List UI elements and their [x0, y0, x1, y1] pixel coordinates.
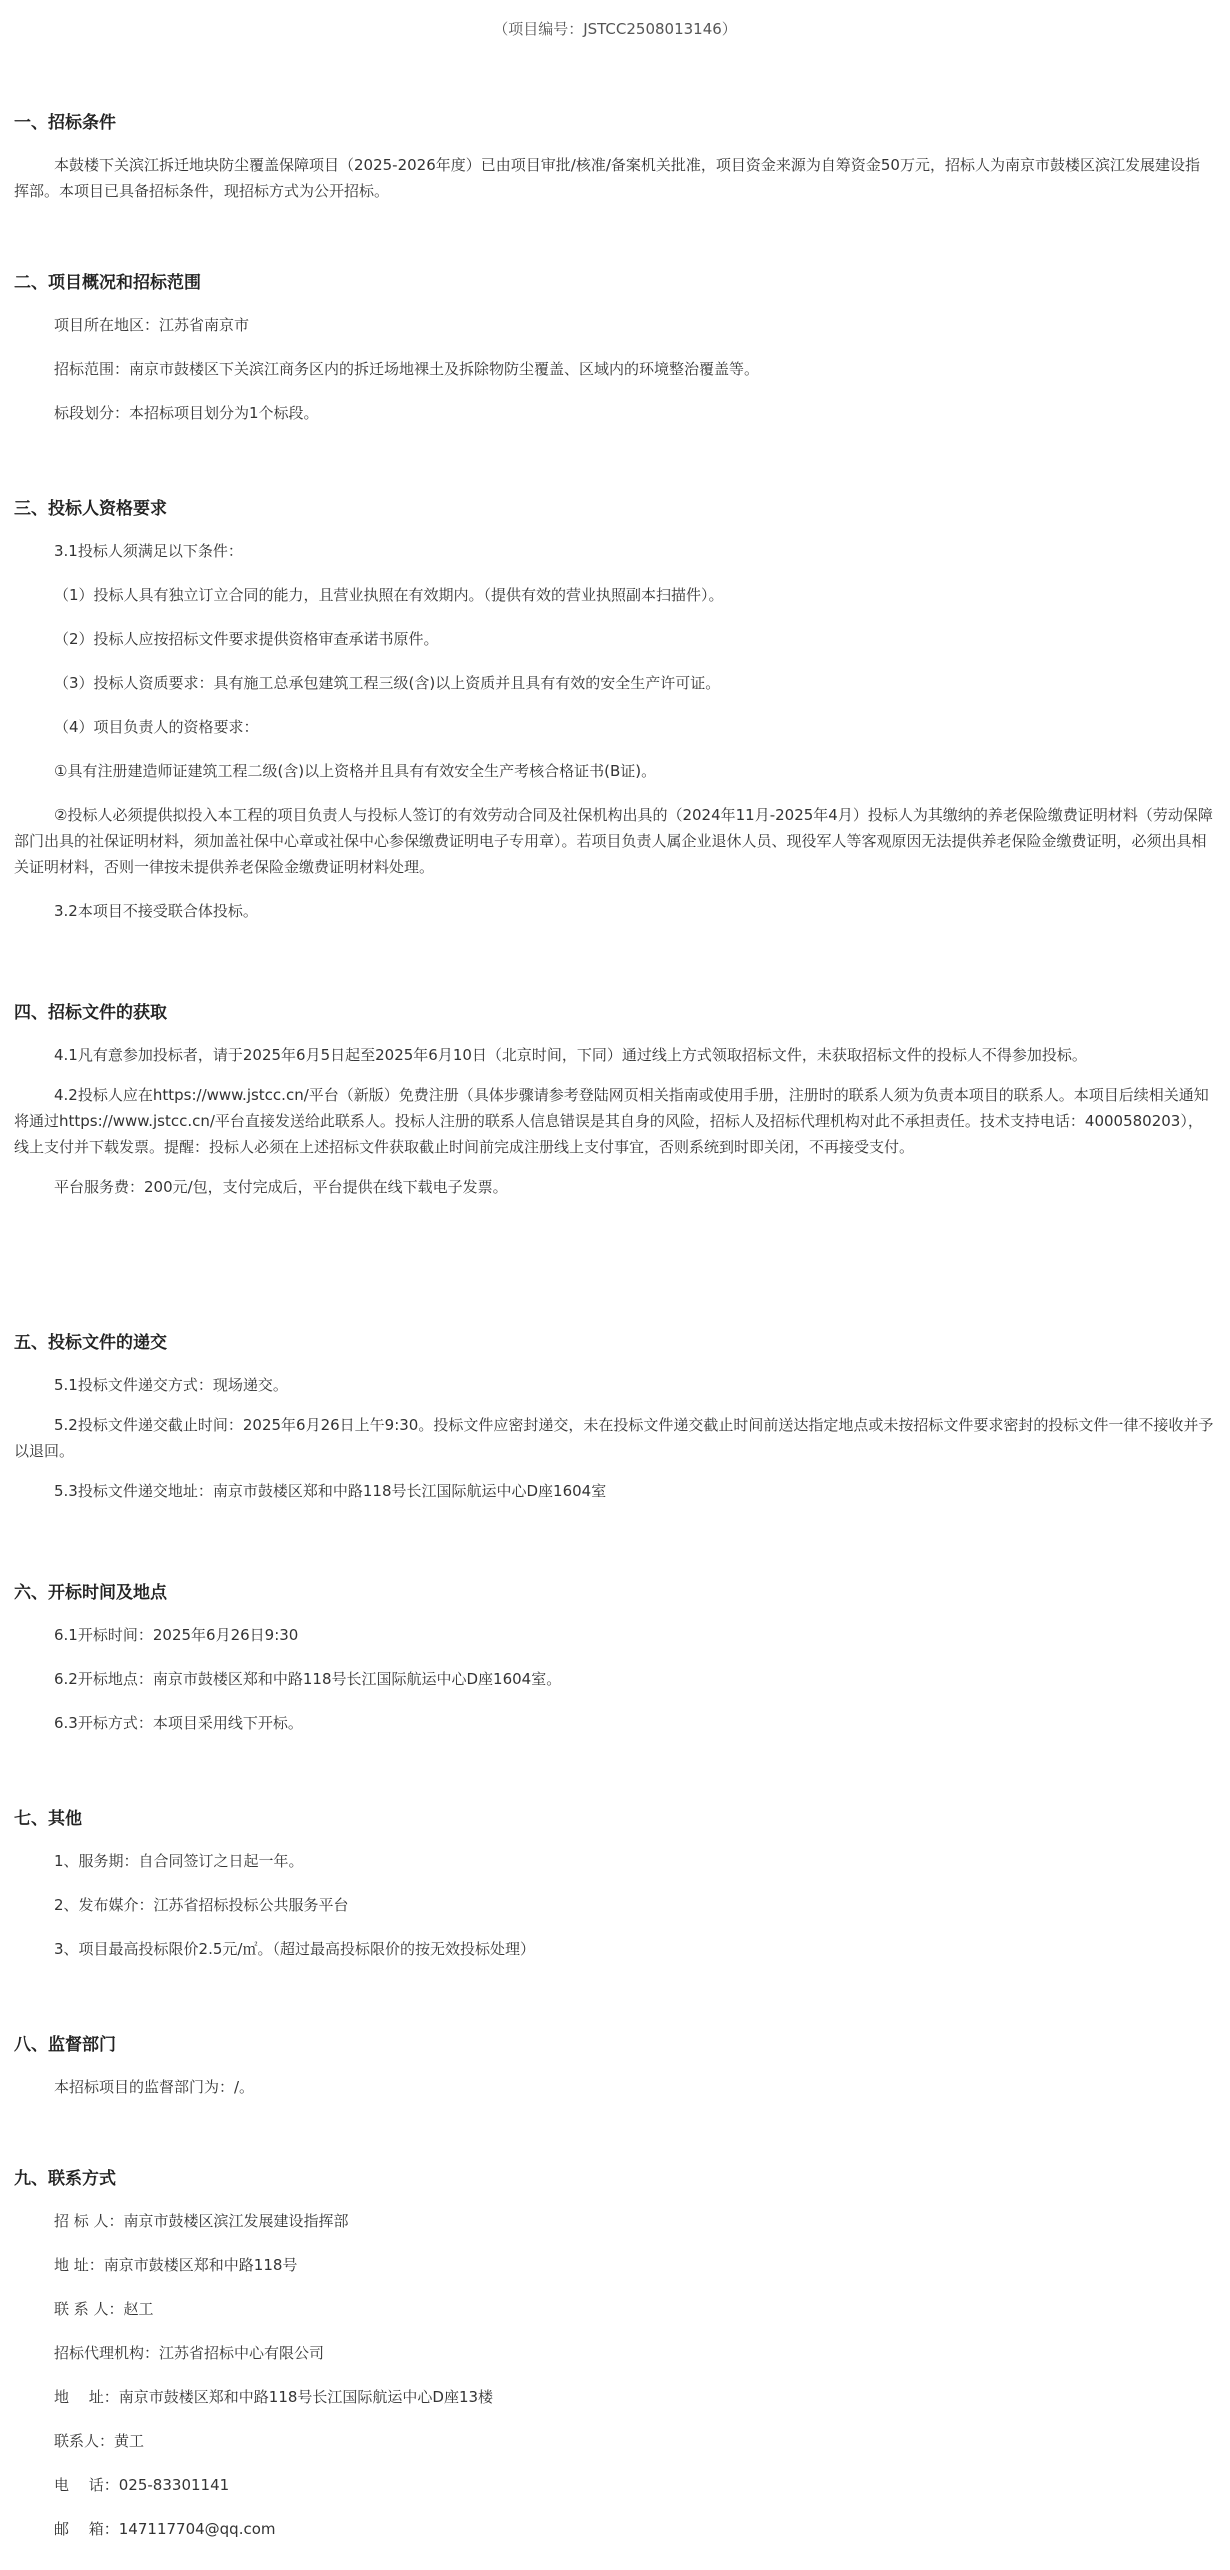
- contact-line: 招标代理机构：江苏省招标中心有限公司: [54, 2344, 325, 2362]
- section-contact: [14, 2166, 1214, 2542]
- section-project-overview: [14, 270, 1214, 426]
- paragraph: 5.3投标文件递交地址：南京市鼓楼区郑和中路118号长江国际航运中心D座1604室: [54, 1482, 607, 1500]
- section-other: [14, 1806, 1214, 1962]
- section-title: 三、投标人资格要求: [14, 499, 167, 519]
- section-tender-document-acquisition: [14, 1000, 1214, 1200]
- contact-line: 地 址：南京市鼓楼区郑和中路118号: [54, 2256, 298, 2274]
- section-title: 八、监督部门: [14, 2035, 116, 2055]
- paragraph: ①具有注册建造师证建筑工程二级(含)以上资格并且具有有效安全生产考核合格证书(B证)。: [54, 762, 657, 780]
- section-title: 九、联系方式: [14, 2169, 116, 2189]
- paragraph: 本鼓楼下关滨江拆迁地块防尘覆盖保障项目（2025-2026年度）已由项目审批/核准/备案机关批准，项目资金来源为自筹资金50万元，招标人为南京市鼓楼区滨江发展建设指挥部。本项目已具备招标条件，现招标方式为公开招标。: [14, 156, 1200, 200]
- paragraph: （2）投标人应按招标文件要求提供资格审查承诺书原件。: [54, 630, 439, 648]
- paragraph: 5.1投标文件递交方式：现场递交。: [54, 1376, 288, 1394]
- contact-phone: 电 话：025-83301141: [54, 2476, 230, 2494]
- paragraph: 项目所在地区：江苏省南京市: [54, 316, 250, 334]
- contact-line: 联 系 人：赵工: [54, 2300, 154, 2318]
- paragraph: 4.1凡有意参加投标者，请于2025年6月5日起至2025年6月10日（北京时间，下同）通过线上方式领取招标文件，未获取招标文件的投标人不得参加投标。: [54, 1046, 1087, 1064]
- section-title: 七、其他: [14, 1809, 82, 1829]
- paragraph: （3）投标人资质要求：具有施工总承包建筑工程三级(含)以上资质并且具有有效的安全生产许可证。: [54, 674, 721, 692]
- contact-line: 招 标 人：南京市鼓楼区滨江发展建设指挥部: [54, 2212, 349, 2230]
- paragraph: 平台服务费：200元/包，支付完成后，平台提供在线下载电子发票。: [54, 1178, 508, 1196]
- paragraph: 5.2投标文件递交截止时间：2025年6月26日上午9:30。投标文件应密封递交，未在投标文件递交截止时间前送达指定地点或未按招标文件要求密封的投标文件一律不接收并予以退回。: [14, 1416, 1214, 1460]
- section-bid-opening: [14, 1580, 1214, 1736]
- paragraph: 4.2投标人应在https://www.jstcc.cn/平台（新版）免费注册（具体步骤请参考登陆网页相关指南或使用手册，注册时的联系人须为负责本项目的联系人。本项目后续相关通知将通过https://www.jstcc.cn/平台直接发送给此联系人。投标人注册的联系人信息错误是其自身的风险，招标人及招标代理机构对此不承担责任。技术支持电话：4000580203），线上支付并下载发票。提醒：投标人必须在上述招标文件获取截止时间前完成注册线上支付事宜，否则系统到时即关闭，不再接受支付。: [14, 1086, 1209, 1156]
- section-bid-submission: [14, 1330, 1214, 1504]
- section-title: 六、开标时间及地点: [14, 1583, 167, 1603]
- project-number: （项目编号：JSTCC2508013146）: [493, 20, 737, 38]
- section-title: 一、招标条件: [14, 113, 116, 133]
- paragraph: 招标范围：南京市鼓楼区下关滨江商务区内的拆迁场地裸土及拆除物防尘覆盖、区域内的环境整治覆盖等。: [54, 360, 760, 378]
- section-title: 五、投标文件的递交: [14, 1333, 167, 1353]
- paragraph: 1、服务期：自合同签订之日起一年。: [54, 1852, 304, 1870]
- contact-line: 地 址：南京市鼓楼区郑和中路118号长江国际航运中心D座13楼: [54, 2388, 494, 2406]
- section-title: 二、项目概况和招标范围: [14, 273, 201, 293]
- paragraph: 3.2本项目不接受联合体投标。: [54, 902, 258, 920]
- section-title: 四、招标文件的获取: [14, 1003, 167, 1023]
- section-bidder-qualifications: [14, 496, 1214, 924]
- paragraph: （4）项目负责人的资格要求：: [54, 718, 259, 736]
- paragraph: 6.2开标地点：南京市鼓楼区郑和中路118号长江国际航运中心D座1604室。: [54, 1670, 562, 1688]
- paragraph: 3.1投标人须满足以下条件：: [54, 542, 243, 560]
- paragraph: （1）投标人具有独立订立合同的能力，且营业执照在有效期内。（提供有效的营业执照副本扫描件）。: [54, 586, 724, 604]
- paragraph: 3、项目最高投标限价2.5元/㎡。（超过最高投标限价的按无效投标处理）: [54, 1940, 535, 1958]
- contact-line: 联系人：黄工: [54, 2432, 145, 2450]
- section-bidding-conditions: [14, 110, 1214, 204]
- paragraph: 本招标项目的监督部门为：/。: [54, 2078, 255, 2096]
- contact-email: 邮 箱：147117704@qq.com: [54, 2520, 276, 2538]
- paragraph: 标段划分：本招标项目划分为1个标段。: [54, 404, 319, 422]
- paragraph: 2、发布媒介：江苏省招标投标公共服务平台: [54, 1896, 349, 1914]
- section-supervision: [14, 2032, 1214, 2100]
- paragraph: 6.1开标时间：2025年6月26日9:30: [54, 1626, 299, 1644]
- paragraph: 6.3开标方式：本项目采用线下开标。: [54, 1714, 303, 1732]
- paragraph: ②投标人必须提供拟投入本工程的项目负责人与投标人签订的有效劳动合同及社保机构出具的（2024年11月-2025年4月）投标人为其缴纳的养老保险缴费证明材料（劳动保障部门出具的社保证明材料，须加盖社保中心章或社保中心参保缴费证明电子专用章）。若项目负责人属企业退休人员、现役军人等客观原因无法提供养老保险金缴费证明，必须出具相关证明材料，否则一律按未提供养老保险金缴费证明材料处理。: [14, 806, 1213, 876]
